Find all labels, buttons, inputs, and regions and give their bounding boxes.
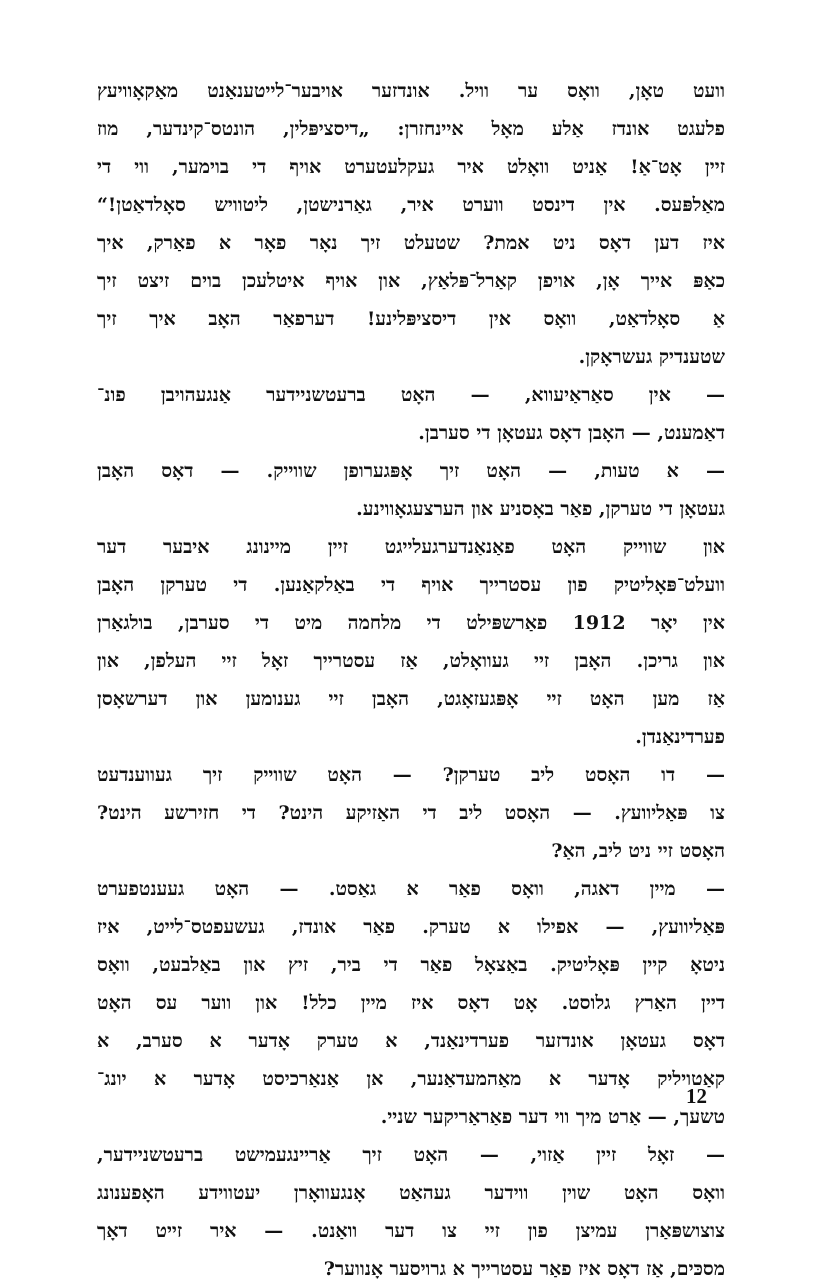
text-line: דאַמענט, — האָבן דאָס געטאָן די סערבן. <box>418 422 725 444</box>
page-number: 12 <box>686 1084 707 1108</box>
text-line: וועט טאָן, וואָס ער וויל. אונדזער אויבער־לייטענאַנט מאַקאָוויעץ <box>97 80 725 102</box>
text-line: פּאַליוועץ, — אפילו א טערק. פאַר אונדז, געשעפטס־לייט, איז <box>97 916 725 938</box>
text-line: מאַלפּעס. אין דינסט ווערט איר, גאַרנישטן, ליטוויש סאָלדאַטן!“ <box>97 194 725 216</box>
text-line: כאַפּ אייך אָן, אויפן קאַרל־פּלאַץ, און אויף איטלעכן בוים זיצט זיך <box>97 270 725 292</box>
text-line: פערדינאַנדן. <box>635 726 725 748</box>
text-line: איז דען דאָס ניט אמת? שטעלט זיך נאָר פאָר א פאַרק, איך <box>97 232 725 254</box>
text-line: — דו האָסט ליב טערקן? — האָט שווייק זיך געווענדעט <box>97 764 725 786</box>
text-line: — אין סאַראַיעווא, — האָט ברעטשניידער אַנגעהויבן פונ־ <box>97 384 725 406</box>
text-line: געטאָן די טערקן, פאַר באָסניע און הערצעגאָווינע. <box>356 498 725 520</box>
text-line: און גריכן. האָבן זיי געוואָלט, אַז עסטרייך זאָל זיי העלפן, און <box>97 650 725 672</box>
text-line: וואָס האָט שוין ווידער געהאַט אָנגעוואָרן יעטווידע האָפענונג <box>97 1182 725 1204</box>
text-line: — מיין דאגה, וואָס פאַר א גאַסט. — האָט געענטפערט <box>97 878 725 900</box>
text-line: דאָס געטאָן אונדזער פערדינאַנד, א טערק אָדער א סערב, א <box>97 1030 725 1052</box>
body-text <box>97 72 725 1288</box>
text-line: — זאָל זיין אַזוי, — האָט זיך אַריינגעמישט ברעטשניידער, <box>97 1144 725 1166</box>
text-line: שטענדיק געשראָקן. <box>578 346 725 368</box>
text-line: מסכּים, אַז דאָס איז פאַר עסטרייך א גרויסער אָנווער? <box>323 1258 725 1280</box>
text-line: טשעך, — אַרט מיך ווי דער פאַראַריקער שניי. <box>380 1106 725 1128</box>
text-line: אַז מען האָט זיי אָפּגעזאָגט, האָבן זיי גענומען און דערשאָסן <box>97 688 725 710</box>
text-line: אַ סאָלדאַט, וואָס אין דיסציפּלינע! דערפאַר האָב איך זיך <box>97 308 725 330</box>
text-line: וועלט־פּאָליטיק פון עסטרייך אויף די באַלקאַנען. די טערקן האָבן <box>97 574 725 596</box>
text-line: צוצושפּאַרן עמיצן פון זיי צו דער וואַנט. — איר זייט דאָך <box>97 1220 725 1242</box>
text-line: — א טעות, — האָט זיך אָפּגערופן שווייק. — דאָס האָבן <box>97 460 725 482</box>
text-line: האָסט זיי ניט ליב, האַ? <box>551 840 725 862</box>
text-line: צו פּאַליוועץ. — האָסט ליב די האַזיקע הינט? די חזירשע הינט? <box>97 802 725 824</box>
text-line: זיין אָט־אַ! אַניט וואָלט איר געקלעטערט אויף די בוימער, ווי די <box>97 156 725 178</box>
text-line: קאַטויליק אָדער א מאַהמעדאַנער, אן אַנאַרכיסט אָדער א יונג־ <box>97 1068 725 1090</box>
text-line: אין יאָר 1912 פאַרשפּילט די מלחמה מיט די סערבן, בולגאַרן <box>97 612 725 634</box>
text-line: ניטאָ קיין פּאָליטיק. באַצאָל פאַר די ביר, זיץ און באַלבעט, וואָס <box>97 954 725 976</box>
text-line: פלעגט אונדז אַלע מאָל איינחזרן: „דיסציפּלין, הונטס־קינדער, מוז <box>97 118 725 140</box>
text-line: און שווייק האָט פאַנאַנדערגעלייגט זיין מיינונג איבער דער <box>97 536 725 558</box>
text-line: דיין האַרץ גלוסט. אָט דאָס איז מיין כלל! און ווער עס האָט <box>97 992 725 1014</box>
